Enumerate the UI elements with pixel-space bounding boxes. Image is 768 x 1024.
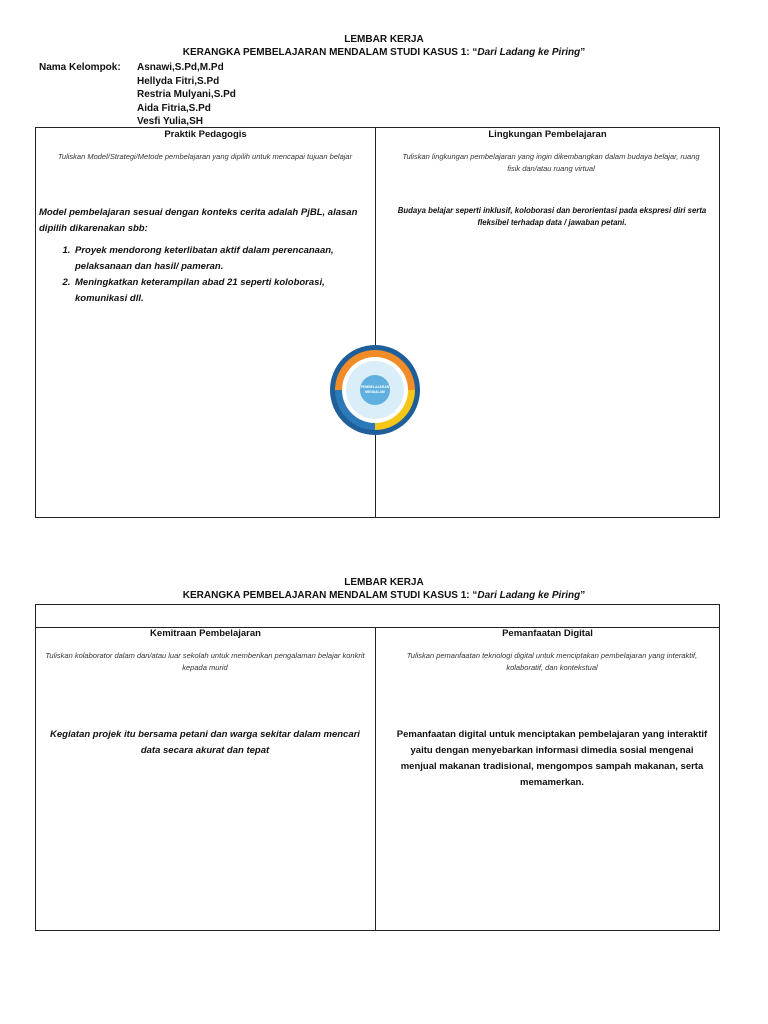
member-name: Aida Fitria,S.Pd — [137, 102, 211, 114]
sheet1-subtitle-case: Dari Ladang ke Piring — [477, 47, 581, 58]
environment-answer: Budaya belajar seperti inklusif, koloborasi dan berorientasi pada ekspresi diri serta fleksibel terhadap data / jawaban petani. — [397, 206, 707, 227]
member-name: Vesfi Yulia,SH — [137, 116, 203, 127]
sheet1-column-divider — [375, 127, 376, 518]
pedagogy-reason-item: 1. Proyek mendorong keterlibatan aktif dalam perencanaan, pelaksanaan dan hasil/ pameran. — [73, 243, 369, 275]
sheet1-title: LEMBAR KERJA — [344, 34, 424, 45]
member-name: Restria Mulyani,S.Pd — [137, 89, 236, 100]
sheet1-subtitle-suffix: ” — [580, 47, 586, 58]
emblem-core-text: MENDALAM — [365, 390, 385, 394]
member-name: Hellyda Fitri,S.Pd — [137, 75, 220, 87]
sheet2-subtitle — [0, 589, 768, 602]
emblem-core-text: PEMBELAJARAN — [360, 385, 390, 389]
digital-answer: Pemanfaatan digital untuk menciptakan pembelajaran yang interaktif yaitu dengan menyebarkan informasi dimedia sosial mengenai menjual makanan tradisional, mengompos sampah makanan, serta memamerkan. — [396, 729, 708, 788]
pedagogy-instruction: Tuliskan Model/Strategi/Metode pembelajaran yang dipilih untuk mencapai tujuan belajar — [57, 152, 353, 161]
environment-heading: Lingkungan Pembelajaran — [488, 129, 607, 140]
sheet2-subtitle-prefix: KERANGKA PEMBELAJARAN MENDALAM STUDI KASUS 1: “ — [182, 590, 478, 601]
pedagogy-answer — [39, 205, 369, 307]
deep-learning-emblem — [329, 344, 421, 436]
partnership-heading: Kemitraan Pembelajaran — [150, 628, 261, 639]
sheet2-column-divider — [375, 627, 376, 931]
pedagogy-heading: Praktik Pedagogis — [164, 129, 247, 140]
sheet1-table — [35, 127, 720, 518]
partnership-answer: Kegiatan projek itu bersama petani dan warga sekitar dalam mencari data secara akurat dan tepat — [50, 729, 360, 756]
group-members — [137, 61, 236, 129]
digital-instruction: Tuliskan pemanfaatan teknologi digital untuk menciptakan pembelajaran yang interaktif, kolaboratif, dan kontekstual — [406, 651, 698, 672]
partnership-instruction: Tuliskan kolaborator dalam dan/atau luar sekolah untuk memberikan pengalaman belajar konkrit kepada murid — [45, 651, 365, 672]
digital-heading: Pemanfaatan Digital — [502, 628, 593, 639]
pedagogy-reason-item: 2. Meningkatkan keterampilan abad 21 seperti koloborasi, komunikasi dll. — [73, 275, 369, 307]
sheet2-subtitle-suffix: ” — [580, 590, 586, 601]
pedagogy-intro: Model pembelajaran sesuai dengan konteks cerita adalah PjBL, alasan dipilih dikarenakan sbb: — [39, 207, 358, 234]
pedagogy-reason-list — [39, 243, 369, 307]
sheet2-subtitle-case: Dari Ladang ke Piring — [477, 590, 581, 601]
sheet1-subtitle-prefix: KERANGKA PEMBELAJARAN MENDALAM STUDI KASUS 1: “ — [182, 47, 478, 58]
environment-instruction: Tuliskan lingkungan pembelajaran yang ingin dikembangkan dalam budaya belajar, ruang fisik dan/atau ruang virtual — [402, 152, 700, 173]
sheet1-subtitle — [0, 46, 768, 59]
sheet2-title: LEMBAR KERJA — [344, 577, 424, 588]
member-name: Asnawi,S.Pd,M.Pd — [137, 62, 224, 73]
group-label: Nama Kelompok: — [39, 62, 121, 73]
